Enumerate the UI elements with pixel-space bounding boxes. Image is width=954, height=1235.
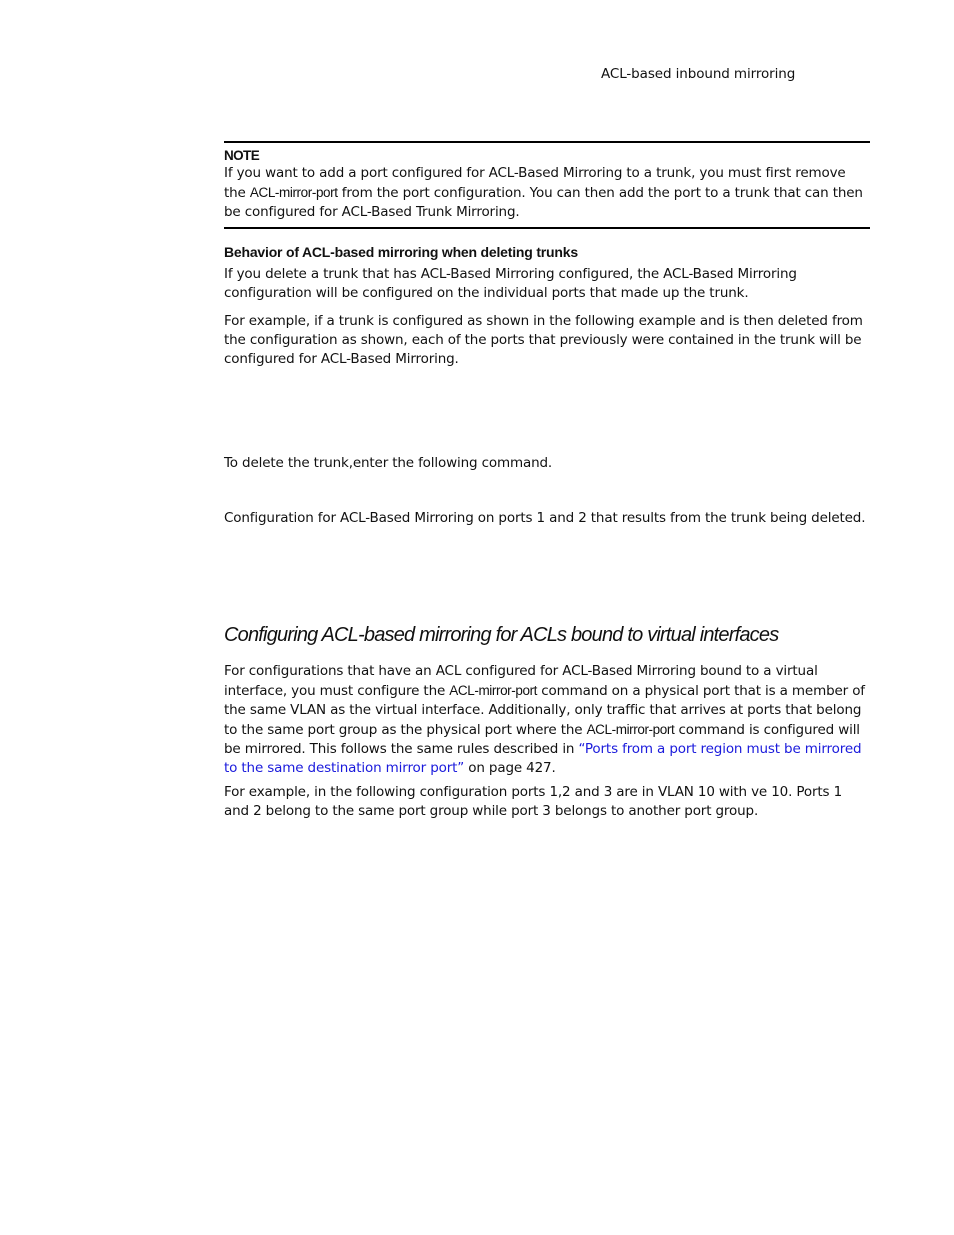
subsection-heading: Behavior of ACL-based mirroring when deleting trunks [224,244,578,260]
section-title: Configuring ACL-based mirroring for ACLs bound to virtual interfaces [224,624,779,646]
paragraph-virtual-interface [224,662,870,778]
running-header: ACL-based inbound mirroring [601,66,796,82]
vi-text-part-1: For configurations that have an ACL configured for ACL-Based Mirroring bound to a virtual interface, you must configure the [224,663,818,699]
note-text-part-1: If you want to add a port configured for ACL-Based Mirroring to a trunk, you must first remove the [224,165,846,201]
vi-text-part-3: command is configured will be mirrored. This follows the same rules described in [224,722,860,757]
cross-reference-link[interactable]: “Ports from a port region must be mirrored to the same destination mirror port” [224,741,862,776]
vi-text-part-2: command on a physical port that is a member of the same VLAN as the virtual interface. Additionally, only traffic that arrives at ports that belong to the same port group as the physical port where the [224,683,865,738]
paragraph-trunk-delete-intro: If you delete a trunk that has ACL-Based Mirroring configured, the ACL-Based Mirroring configuration will be configured on the individual ports that made up the trunk. [224,266,797,301]
vi-command-2: ACL-mirror-port [586,722,675,737]
note-label: NOTE [224,148,260,163]
paragraph-vlan-example: For example, in the following configuration ports 1,2 and 3 are in VLAN 10 with ve 10. Ports 1 and 2 belong to the same port group while port 3 belongs to another port group. [224,784,843,819]
note-command: ACL-mirror-port [249,185,338,200]
paragraph-delete-command: To delete the trunk,enter the following command. [224,455,553,471]
note-box [224,141,870,229]
vi-text-part-4: on page 427. [464,760,556,776]
vi-command-1: ACL-mirror-port [449,683,538,698]
note-text-part-2: from the port configuration. You can then add the port to a trunk that can then be configured for ACL-Based Trunk Mirroring. [224,185,863,220]
paragraph-resulting-config: Configuration for ACL-Based Mirroring on ports 1 and 2 that results from the trunk being deleted. [224,510,866,526]
note-text [224,164,870,222]
paragraph-trunk-delete-example: For example, if a trunk is configured as shown in the following example and is then deleted from the configuration as shown, each of the ports that previously were contained in the trunk will be configured for ACL-Based Mirroring. [224,313,863,367]
